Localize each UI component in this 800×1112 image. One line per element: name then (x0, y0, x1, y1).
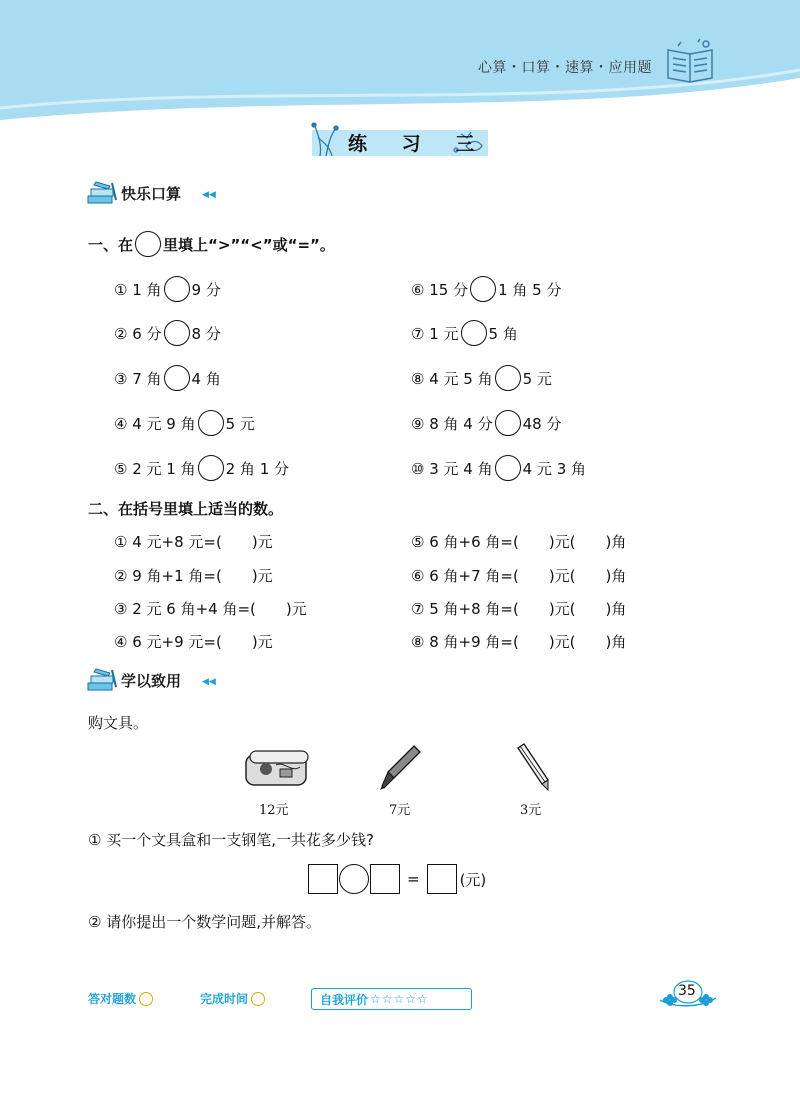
apply-question-2: ② 请你提出一个数学问题,并解答。 (88, 913, 321, 931)
answer-circle[interactable] (495, 365, 521, 391)
q2-item-1[interactable]: ① 4 元+8 元=( )元 (114, 533, 273, 551)
equation (308, 864, 486, 894)
answer-circle[interactable] (198, 455, 224, 481)
smile-icon (251, 992, 265, 1006)
q2-item-2[interactable]: ② 9 角+1 角=( )元 (114, 567, 273, 585)
pencil-icon (512, 742, 552, 792)
answer-circle[interactable] (461, 320, 487, 346)
page-number: 35 (678, 983, 696, 999)
smile-icon (139, 992, 153, 1006)
q2-item-3[interactable]: ③ 2 元 6 角+4 角=( )元 (114, 600, 307, 618)
answer-circle[interactable] (495, 455, 521, 481)
answer-circle[interactable] (164, 365, 190, 391)
time-taken-label: 完成时间 (200, 992, 249, 1006)
equation-unit: (元) (459, 870, 487, 889)
correct-count-label: 答对题数 (88, 992, 137, 1006)
header-subjects: 心算・口算・速算・应用题 (478, 60, 652, 76)
pencil-case-icon (244, 747, 310, 791)
answer-circle[interactable] (164, 320, 190, 346)
q1-item-5: ⑤ 2 元 1 角 2 角 1 分 (114, 455, 289, 481)
apply-question-1: ① 买一个文具盒和一支钢笔,一共花多少钱? (88, 831, 374, 849)
q1-item-3: ③ 7 角 4 角 (114, 365, 221, 391)
q1-item-1: ① 1 角 9 分 (114, 276, 221, 302)
books-icon (86, 667, 120, 695)
page-title: 练 习 三 (348, 133, 489, 155)
books-icon (86, 180, 120, 208)
answer-box[interactable] (427, 864, 457, 894)
arrow-left-icon: ◀◀ (202, 190, 216, 200)
answer-circle[interactable] (164, 276, 190, 302)
q1-item-7: ⑦ 1 元 5 角 (411, 320, 518, 346)
section-oral-title: 快乐口算 (121, 185, 182, 203)
answer-box[interactable] (370, 864, 400, 894)
price-pencil-case: 12元 (259, 803, 289, 818)
q1-heading-suffix: 里填上“>”“<”或“=”。 (163, 235, 335, 254)
q2-item-8[interactable]: ⑧ 8 角+9 角=( )元( )角 (411, 633, 627, 651)
q2-item-7[interactable]: ⑦ 5 角+8 角=( )元( )角 (411, 600, 627, 618)
q1-item-2: ② 6 分 8 分 (114, 320, 221, 346)
footer-time (200, 990, 265, 1007)
q2-heading: 二、在括号里填上适当的数。 (88, 500, 284, 518)
q1-heading-prefix: 一、在 (88, 235, 134, 254)
q1-item-8: ⑧ 4 元 5 角 5 元 (411, 365, 552, 391)
rating-stars[interactable]: ☆☆☆☆☆ (370, 992, 429, 1006)
q1-item-4: ④ 4 元 9 角 5 元 (114, 410, 255, 436)
header-band (0, 0, 800, 130)
price-pencil: 3元 (520, 803, 542, 818)
answer-circle[interactable] (470, 276, 496, 302)
q1-heading (88, 231, 335, 257)
operator-circle[interactable] (339, 864, 369, 894)
q2-item-6[interactable]: ⑥ 6 角+7 角=( )元( )角 (411, 567, 627, 585)
q1-heading-circle (135, 231, 161, 257)
pen-icon (378, 742, 424, 792)
q2-item-5[interactable]: ⑤ 6 角+6 角=( )元( )角 (411, 533, 627, 551)
footer-correct-count (88, 990, 153, 1007)
q1-item-10: ⑩ 3 元 4 角 4 元 3 角 (411, 455, 586, 481)
answer-box[interactable] (308, 864, 338, 894)
q1-item-6: ⑥ 15 分 1 角 5 分 (411, 276, 561, 302)
self-eval-label: 自我评价 (320, 992, 369, 1007)
equals-sign: = (407, 870, 420, 888)
self-eval-box (311, 988, 472, 1010)
answer-circle[interactable] (495, 410, 521, 436)
answer-circle[interactable] (198, 410, 224, 436)
section-apply-title: 学以致用 (121, 672, 182, 690)
q2-item-4[interactable]: ④ 6 元+9 元=( )元 (114, 633, 273, 651)
price-pen: 7元 (389, 803, 411, 818)
arrow-left-icon: ◀◀ (202, 677, 216, 687)
apply-intro: 购文具。 (88, 714, 149, 732)
q1-item-9: ⑨ 8 角 4 分 48 分 (411, 410, 561, 436)
